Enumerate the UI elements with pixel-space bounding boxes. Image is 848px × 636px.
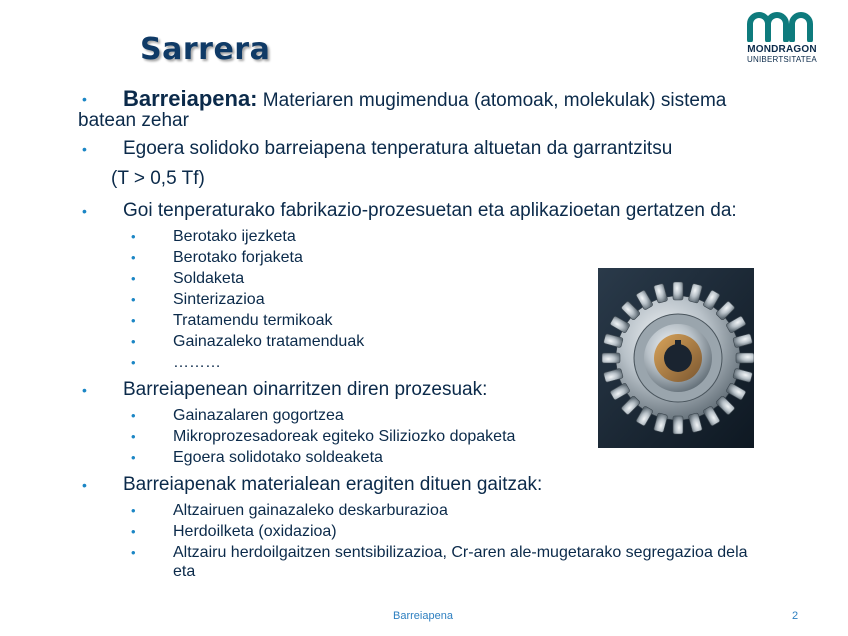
sub-bullet-text: Mikroprozesadoreak egiteko Siliziozko dopaketa <box>173 428 516 445</box>
bullet-item <box>78 138 818 160</box>
bullet-marker: • <box>131 355 136 370</box>
bullet-marker: • <box>131 334 136 349</box>
bullet-text: Goi tenperaturako fabrikazio-prozesuetan eta aplikazioetan gertatzen da: <box>123 200 737 221</box>
bullet-item <box>78 88 818 112</box>
sub-bullet-text: ……… <box>173 354 221 371</box>
sub-bullet-text: Tratamendu termikoak <box>173 312 333 329</box>
bullet-marker: • <box>131 450 136 465</box>
sub-bullet-text: eta <box>173 563 196 580</box>
sub-bullet-text: Gainazalaren gogortzea <box>173 407 344 424</box>
sub-bullet-item <box>78 226 818 247</box>
bullet-marker: • <box>131 408 136 423</box>
gear-image <box>598 268 754 448</box>
sub-bullet-text: Gainazaleko tratamenduak <box>173 333 365 350</box>
sub-bullet-text: Berotako forjaketa <box>173 249 303 266</box>
sub-bullet-text: Altzairu herdoilgaitzen sentsibilizazioa, Cr-aren ale-mugetarako segregazioa dela <box>173 544 748 561</box>
bullet-bold: Barreiapena: <box>123 86 258 111</box>
university-logo <box>744 12 820 64</box>
bullet-marker: • <box>82 477 87 493</box>
sub-bullet-item <box>78 542 818 563</box>
page-number: 2 <box>792 610 799 622</box>
logo-line2: UNIBERTSITATEA <box>747 55 817 64</box>
bullet-marker: • <box>82 141 87 157</box>
bullet-marker: • <box>82 91 87 107</box>
sub-bullet-text: Sinterizazioa <box>173 291 265 308</box>
bullet-marker: • <box>131 250 136 265</box>
logo-line1: MONDRAGON <box>747 44 817 55</box>
bullet-marker: • <box>131 292 136 307</box>
bullet-item <box>78 200 818 222</box>
bullet-marker: • <box>131 503 136 518</box>
sub-bullet-text: Altzairuen gainazaleko deskarburazioa <box>173 502 448 519</box>
bullet-marker: • <box>131 429 136 444</box>
sub-bullet-item <box>78 521 818 542</box>
footer-title: Barreiapena <box>393 610 453 622</box>
sub-bullet-item <box>78 447 818 468</box>
bullet-text: Barreiapenak materialean eragiten dituen gaitzak: <box>123 474 543 495</box>
bullet-marker: • <box>131 545 136 560</box>
sub-bullet-text: Egoera solidotako soldeaketa <box>173 449 383 466</box>
bullet-marker: • <box>131 271 136 286</box>
bullet-marker: • <box>82 203 87 219</box>
slide-title: Sarrera <box>140 32 271 67</box>
bullet-text: Egoera solidoko barreiapena tenperatura altuetan da garrantzitsu <box>123 138 673 159</box>
sub-bullet-text: Berotako ijezketa <box>173 228 296 245</box>
bullet-marker: • <box>131 229 136 244</box>
sub-bullet-continuation <box>78 561 818 582</box>
bullet-marker: • <box>131 313 136 328</box>
bullet-extra: (T > 0,5 Tf) <box>111 168 205 189</box>
sub-bullet-item <box>78 500 818 521</box>
sub-bullet-text: Soldaketa <box>173 270 245 287</box>
logo-mark-icon <box>747 12 817 42</box>
bullet-continuation: batean zehar <box>78 110 189 131</box>
bullet-marker: • <box>82 382 87 398</box>
bullet-text: Barreiapenean oinarritzen diren prozesuak: <box>123 379 488 400</box>
bullet-marker: • <box>131 524 136 539</box>
sub-bullet-text: Herdoilketa (oxidazioa) <box>173 523 337 540</box>
bullet-item <box>78 474 818 496</box>
bullet-text: Materiaren mugimendua (atomoak, molekulak) sistema <box>257 90 727 111</box>
sub-bullet-item <box>78 247 818 268</box>
